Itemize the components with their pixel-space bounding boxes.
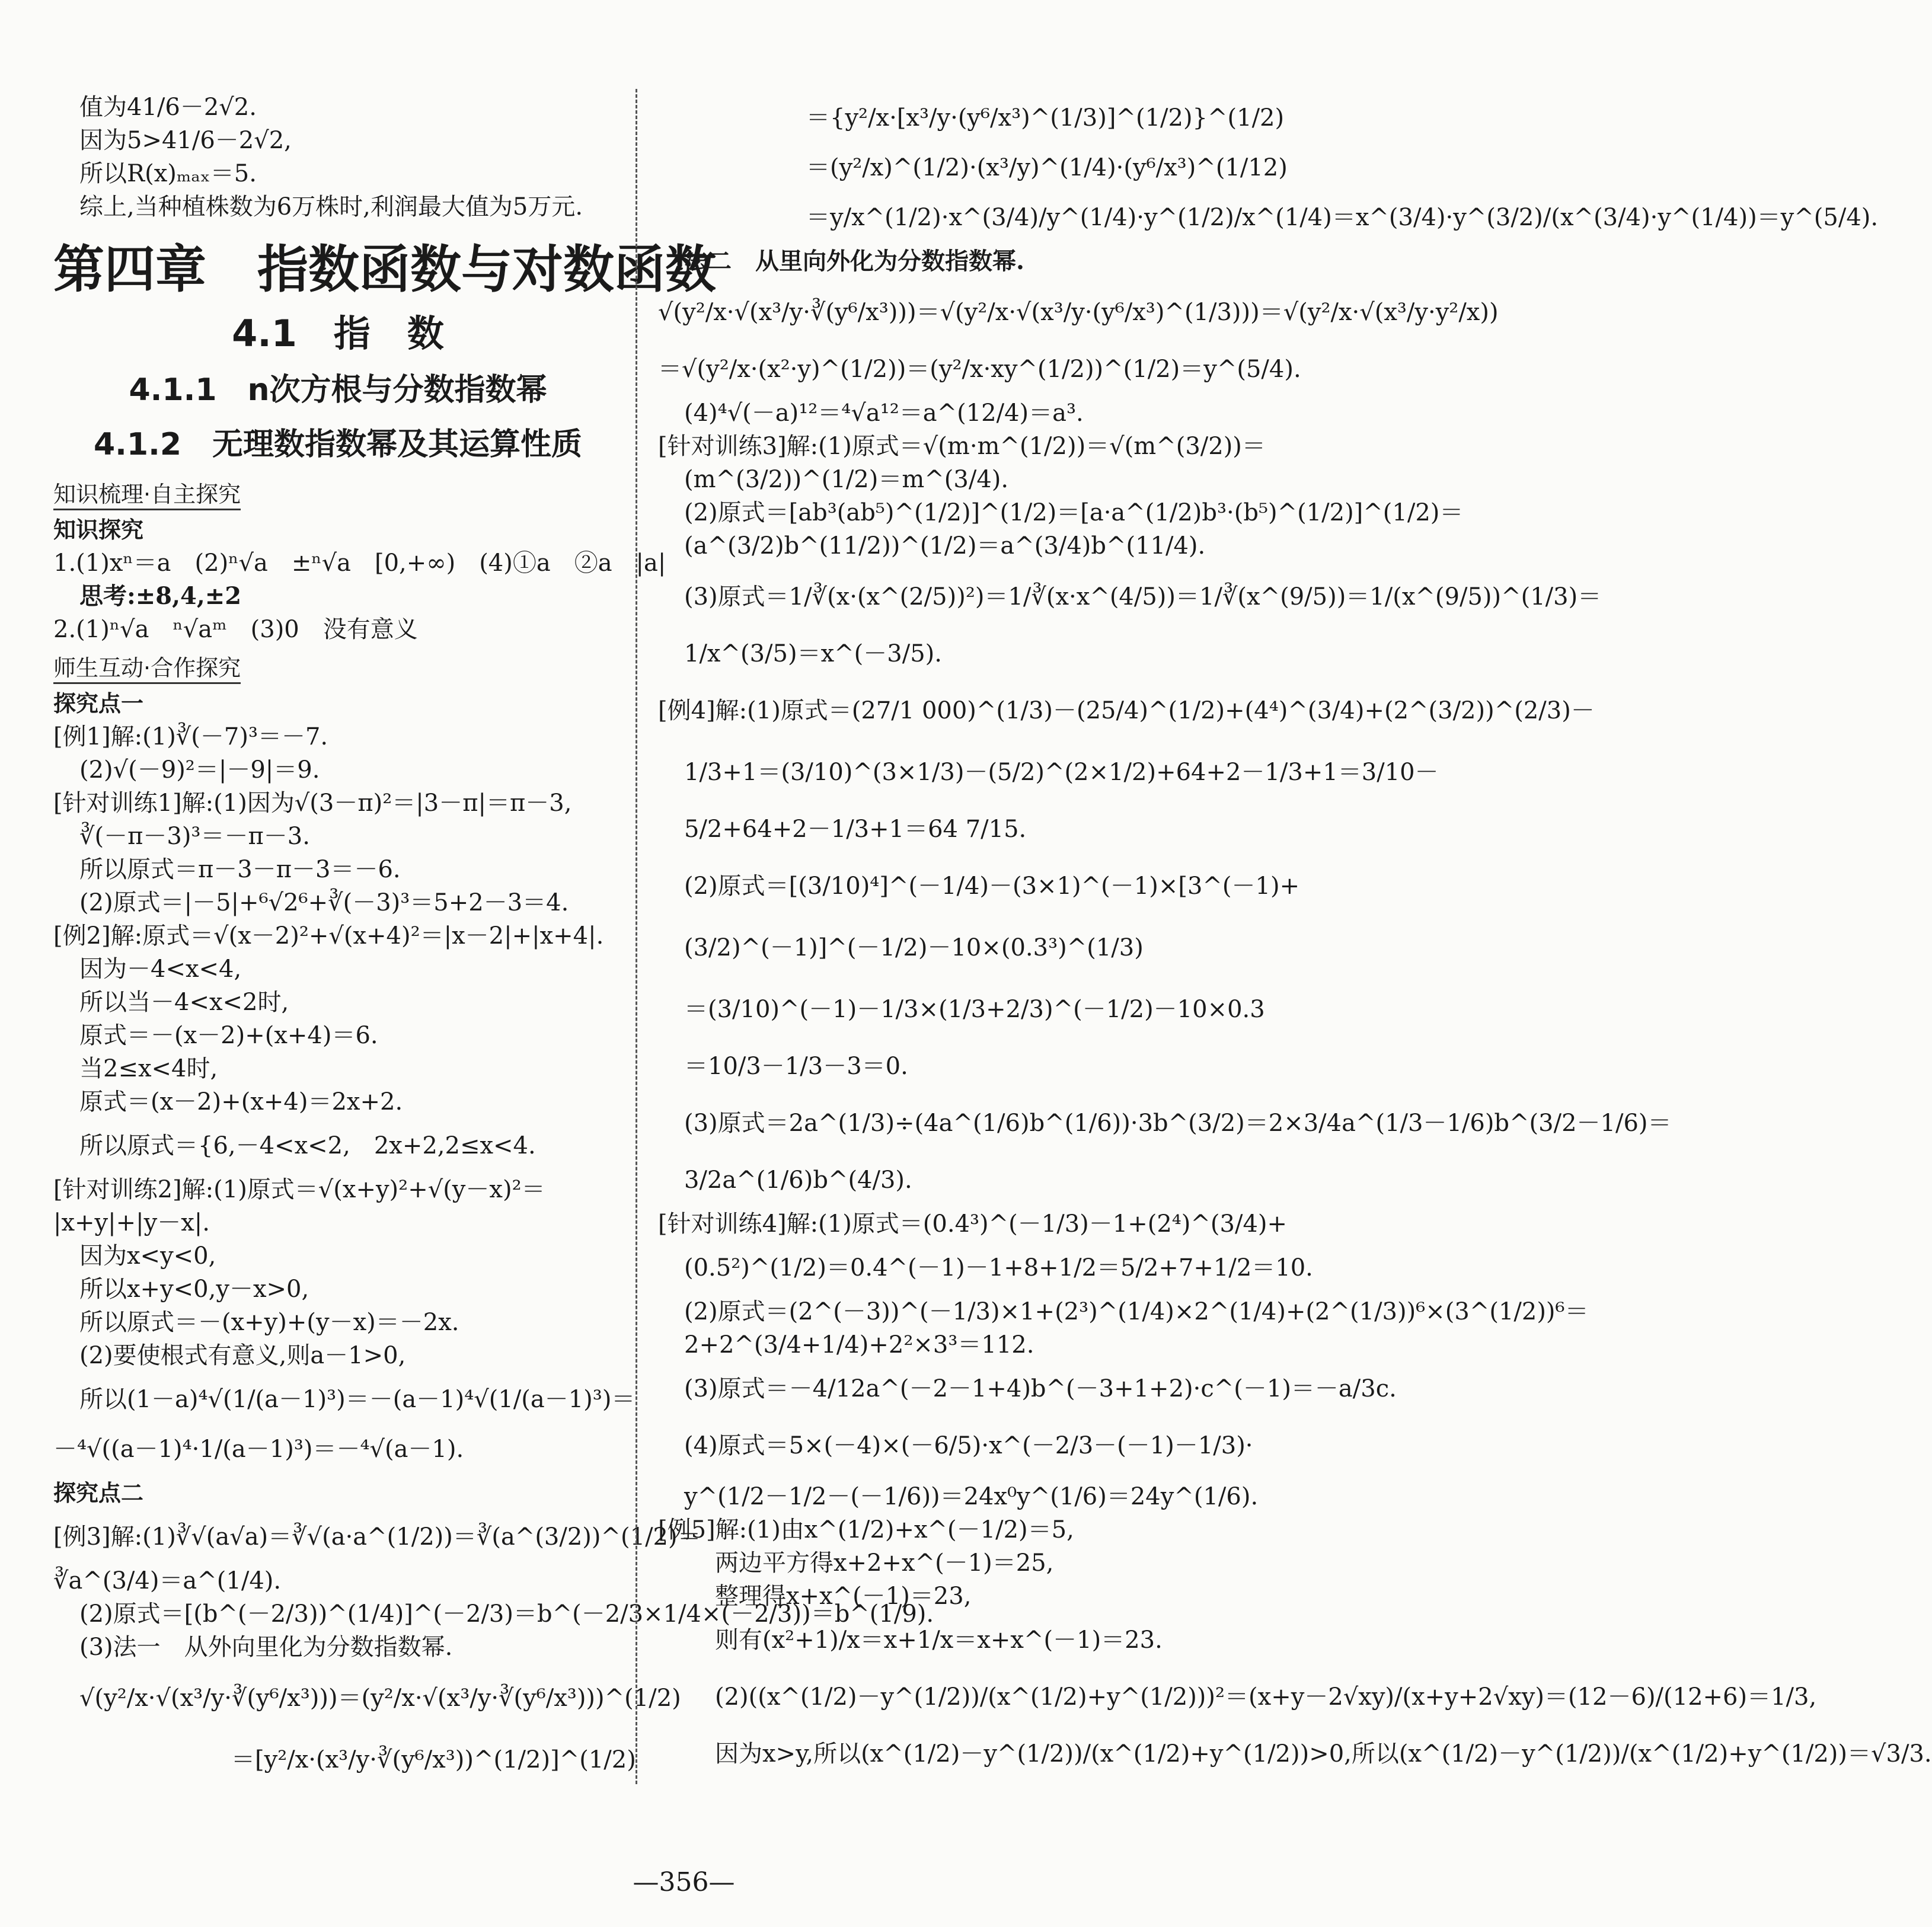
left-line: 4.1.2 无理数指数幂及其运算性质	[93, 427, 583, 462]
left-line: 第四章 指数函数与对数函数	[53, 240, 716, 299]
right-line: (3/2)^(－1)]^(－1/2)－10×(0.3³)^(1/3)	[684, 934, 1144, 961]
right-line: ＝y/x^(1/2)·x^(3/4)/y^(1/4)·y^(1/2)/x^(1/4)＝x^(3/4)·y^(3/2)/(x^(3/4)·y^(1/4))＝y^(5/4).	[806, 204, 1879, 231]
left-line: [例2]解:原式＝√(x－2)²+√(x+4)²＝|x－2|+|x+4|.	[53, 922, 604, 950]
left-line: ∛a^(3/4)＝a^(1/4).	[53, 1567, 282, 1594]
left-line: ＝[y²/x·(x³/y·∛(y⁶/x³))^(1/2)]^(1/2)	[231, 1746, 636, 1773]
left-line: 所以(1－a)⁴√(1/(a－1)³)＝－(a－1)⁴√(1/(a－1)³)＝	[79, 1386, 636, 1413]
left-line: 所以R(x)ₘₐₓ＝5.	[79, 160, 257, 187]
left-line: 知识探究	[53, 517, 144, 543]
left-line: 4.1.1 n次方根与分数指数幂	[129, 372, 547, 408]
right-line: (3)原式＝－4/12a^(－2－1+4)b^(－3+1+2)·c^(－1)＝－a/3c.	[684, 1375, 1397, 1402]
left-line: [例1]解:(1)∛(－7)³＝－7.	[53, 723, 328, 750]
right-line: ＝10/3－1/3－3＝0.	[684, 1053, 908, 1080]
right-line: 两边平方得x+2+x^(－1)＝25,	[715, 1549, 1054, 1577]
right-line: ＝(3/10)^(－1)－1/3×(1/3+2/3)^(－1/2)－10×0.3	[684, 996, 1265, 1023]
left-line: (2)原式＝[(b^(－2/3))^(1/4)]^(－2/3)＝b^(－2/3×1/4×(－2/3))＝b^(1/9).	[79, 1600, 934, 1628]
right-line: (4)⁴√(－a)¹²＝⁴√a¹²＝a^(12/4)＝a³.	[684, 400, 1084, 427]
right-line: 3/2a^(1/6)b^(4/3).	[684, 1167, 912, 1194]
right-line: y^(1/2－1/2－(－1/6))＝24x⁰y^(1/6)＝24y^(1/6).	[684, 1483, 1259, 1510]
left-line: 因为x<y<0,	[79, 1242, 216, 1270]
left-line: 2.(1)ⁿ√a ⁿ√aᵐ (3)0 没有意义	[53, 616, 418, 643]
right-line: 5/2+64+2－1/3+1＝64 7/15.	[684, 816, 1027, 843]
left-line: 知识梳理·自主探究	[53, 480, 241, 510]
right-line: (2)原式＝[ab³(ab⁵)^(1/2)]^(1/2)＝[a·a^(1/2)b³·(b⁵)^(1/2)]^(1/2)＝	[684, 499, 1464, 526]
left-line: [针对训练1]解:(1)因为√(3－π)²＝|3－π|＝π－3,	[53, 790, 572, 817]
left-line: －⁴√((a－1)⁴·1/(a－1)³)＝－⁴√(a－1).	[53, 1436, 464, 1463]
right-line: 1/3+1＝(3/10)^(3×1/3)－(5/2)^(2×1/2)+64+2－1/3+1＝3/10－	[684, 759, 1439, 786]
left-line: 4.1 指 数	[232, 312, 444, 355]
right-line: [针对训练3]解:(1)原式＝√(m·m^(1/2))＝√(m^(3/2))＝	[658, 433, 1266, 460]
left-line: (3)法一 从外向里化为分数指数幂.	[79, 1634, 453, 1661]
left-line: 探究点二	[53, 1480, 144, 1506]
left-line: 所以x+y<0,y－x>0,	[79, 1276, 309, 1303]
right-column	[658, 89, 1932, 1783]
right-line: (m^(3/2))^(1/2)＝m^(3/4).	[684, 466, 1009, 493]
left-line: ∛(－π－3)³＝－π－3.	[79, 823, 310, 850]
right-line: (2)原式＝(2^(－3))^(－1/3)×1+(2³)^(1/4)×2^(1/4)+(2^(1/3))⁶×(3^(1/2))⁶＝	[684, 1298, 1589, 1325]
right-line: [例5]解:(1)由x^(1/2)+x^(－1/2)＝5,	[658, 1516, 1074, 1543]
left-line: √(y²/x·√(x³/y·∛(y⁶/x³)))＝(y²/x·√(x³/y·∛(y⁶/x³)))^(1/2)	[79, 1685, 681, 1712]
page-number: —356—	[633, 1867, 735, 1897]
right-line: ＝√(y²/x·(x²·y)^(1/2))＝(y²/x·xy^(1/2))^(1/2)＝y^(5/4).	[658, 356, 1301, 383]
right-line: (0.5²)^(1/2)＝0.4^(－1)－1+8+1/2＝5/2+7+1/2＝10.	[684, 1254, 1313, 1282]
right-line: 因为x>y,所以(x^(1/2)－y^(1/2))/(x^(1/2)+y^(1/2))>0,所以(x^(1/2)－y^(1/2))/(x^(1/2)+y^(1/2))＝√3/3.	[715, 1740, 1932, 1768]
left-line: 值为41/6－2√2.	[79, 94, 257, 121]
right-line: (2)原式＝[(3/10)⁴]^(－1/4)－(3×1)^(－1)×[3^(－1)+	[684, 873, 1300, 900]
left-line: 所以原式＝π－3－π－3＝－6.	[79, 856, 401, 883]
right-line: (2)((x^(1/2)－y^(1/2))/(x^(1/2)+y^(1/2)))²＝(x+y－2√xy)/(x+y+2√xy)＝(12－6)/(12+6)＝1/3,	[715, 1683, 1817, 1711]
right-line: 则有(x²+1)/x＝x+1/x＝x+x^(－1)＝23.	[715, 1626, 1163, 1654]
column-divider	[636, 89, 637, 1784]
left-line: 原式＝(x－2)+(x+4)＝2x+2.	[79, 1088, 403, 1116]
right-line: (3)原式＝1/∛(x·(x^(2/5))²)＝1/∛(x·x^(4/5))＝1/∛(x^(9/5))＝1/(x^(9/5))^(1/3)＝	[684, 583, 1602, 611]
right-line: [例4]解:(1)原式＝(27/1 000)^(1/3)－(25/4)^(1/2)+(4⁴)^(3/4)+(2^(3/2))^(2/3)－	[658, 697, 1595, 724]
left-line: 思考:±8,4,±2	[79, 582, 242, 610]
right-line: 法二 从里向外化为分数指数幂.	[684, 247, 1024, 275]
section-bar	[53, 648, 622, 686]
left-line: 综上,当种植株数为6万株时,利润最大值为5万元.	[79, 193, 583, 220]
left-line: (2)原式＝|－5|+⁶√2⁶+∛(－3)³＝5+2－3＝4.	[79, 889, 569, 916]
left-line: 当2≤x<4时,	[79, 1055, 218, 1082]
left-line: 因为5>41/6－2√2,	[79, 127, 292, 154]
right-line: ＝{y²/x·[x³/y·(y⁶/x³)^(1/3)]^(1/2)}^(1/2)	[806, 104, 1285, 132]
left-line: 所以原式＝－(x+y)+(y－x)＝－2x.	[79, 1309, 459, 1336]
left-line: 探究点一	[53, 691, 144, 717]
right-line: (3)原式＝2a^(1/3)÷(4a^(1/6)b^(1/6))·3b^(3/2)＝2×3/4a^(1/3－1/6)b^(3/2－1/6)＝	[684, 1110, 1672, 1137]
right-line: 整理得x+x^(－1)＝23,	[715, 1583, 972, 1610]
right-line: (4)原式＝5×(－4)×(－6/5)·x^(－2/3－(－1)－1/3)·	[684, 1432, 1253, 1459]
left-line: 1.(1)xⁿ＝a (2)ⁿ√a ±ⁿ√a [0,+∞) (4)①a ②a |a|	[53, 549, 666, 577]
right-line: 2+2^(3/4+1/4)+2²×3³＝112.	[684, 1331, 1034, 1359]
right-line: (a^(3/2)b^(11/2))^(1/2)＝a^(3/4)b^(11/4).	[684, 532, 1206, 560]
left-line: 所以当－4<x<2时,	[79, 989, 289, 1016]
left-line: (2)要使根式有意义,则a－1>0,	[79, 1342, 406, 1369]
left-line: 因为－4<x<4,	[79, 955, 242, 983]
left-line: 原式＝－(x－2)+(x+4)＝6.	[79, 1022, 378, 1049]
left-line: (2)√(－9)²＝|－9|＝9.	[79, 756, 320, 784]
left-line: |x+y|+|y－x|.	[53, 1209, 210, 1236]
section-bar	[53, 474, 622, 513]
right-line: [针对训练4]解:(1)原式＝(0.4³)^(－1/3)－1+(2⁴)^(3/4)+	[658, 1210, 1288, 1238]
left-line: 所以原式＝{6,－4<x<2, 2x+2,2≤x<4.	[79, 1132, 536, 1159]
right-line: √(y²/x·√(x³/y·∛(y⁶/x³)))＝√(y²/x·√(x³/y·(y⁶/x³)^(1/3)))＝√(y²/x·√(x³/y·y²/x))	[658, 299, 1499, 326]
left-line: [例3]解:(1)∛√(a√a)＝∛√(a·a^(1/2))＝∛(a^(3/2))^(1/2)＝	[53, 1523, 701, 1551]
left-line: [针对训练2]解:(1)原式＝√(x+y)²+√(y－x)²＝	[53, 1176, 545, 1203]
right-line: ＝(y²/x)^(1/2)·(x³/y)^(1/4)·(y⁶/x³)^(1/12)	[806, 154, 1288, 181]
left-line: 师生互动·合作探究	[53, 654, 241, 684]
right-line: 1/x^(3/5)＝x^(－3/5).	[684, 640, 942, 667]
